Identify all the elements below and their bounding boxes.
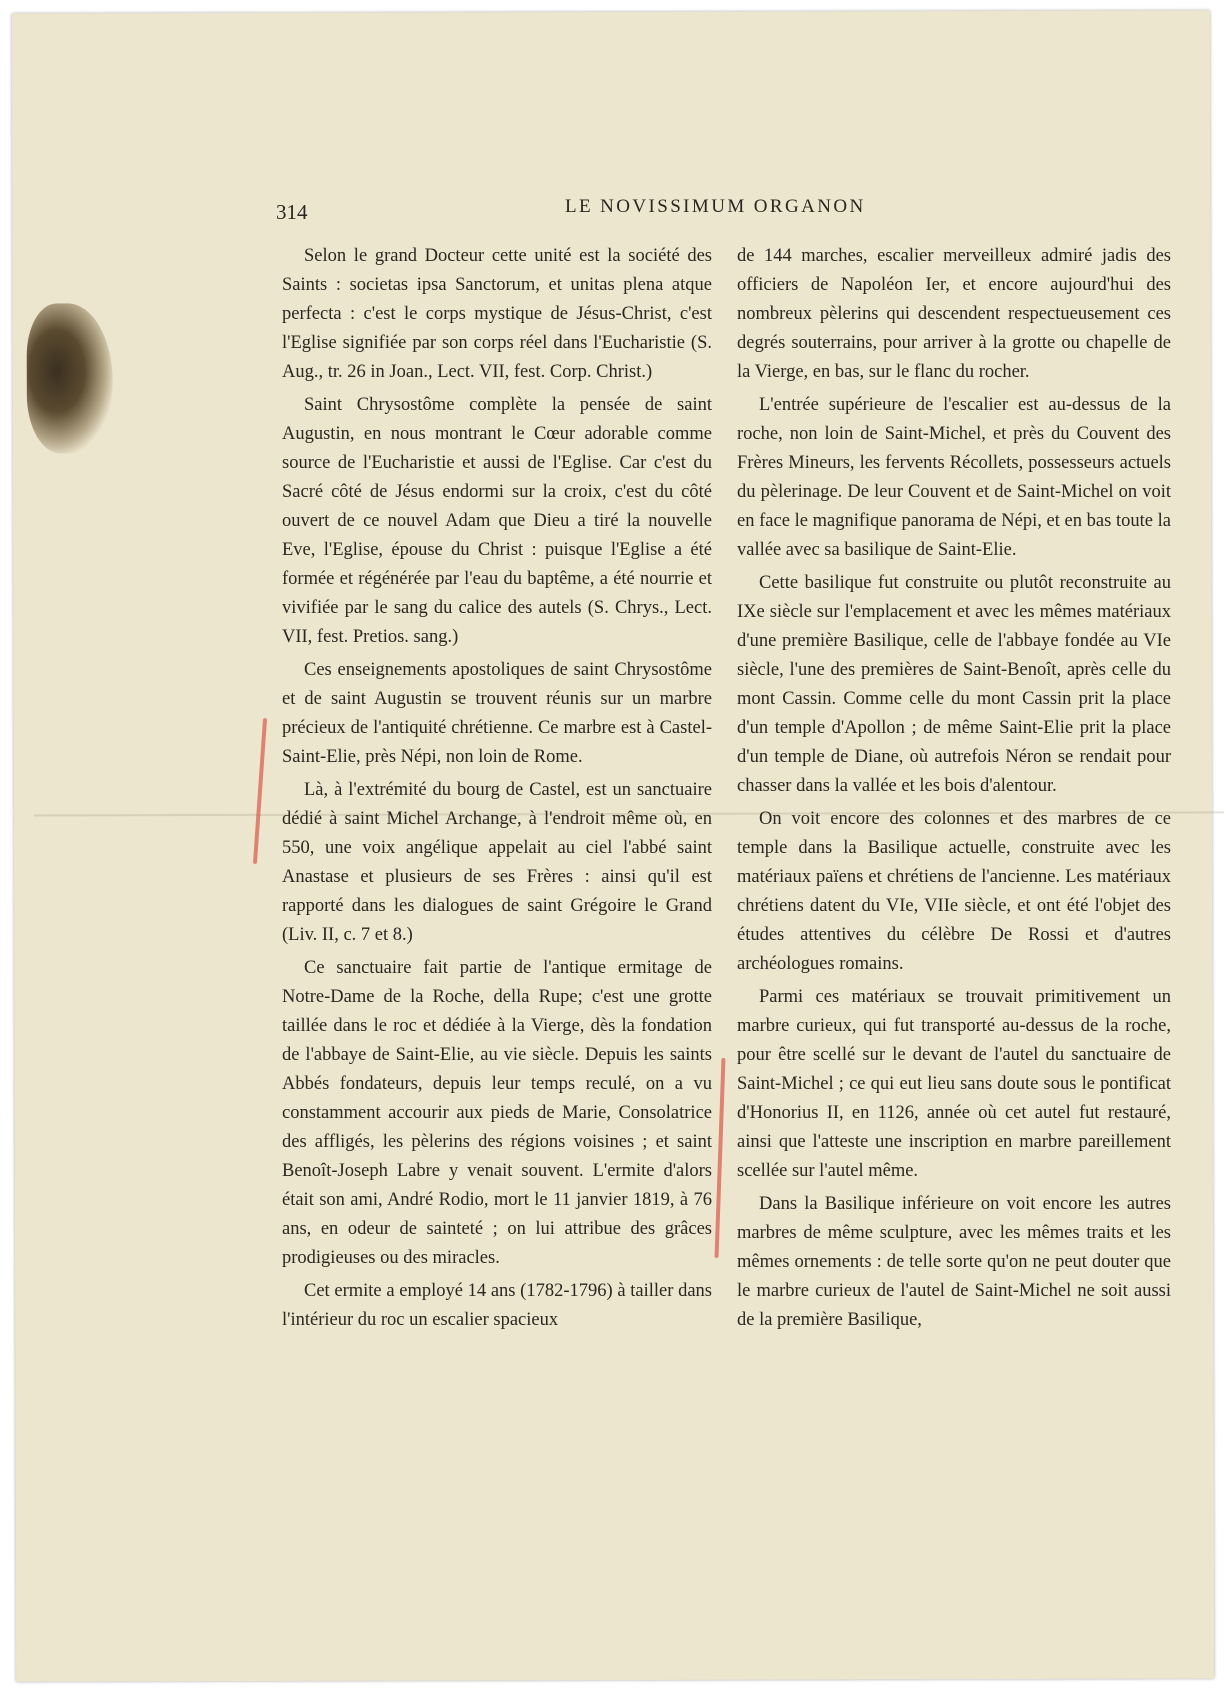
paragraph: Cette basilique fut construite ou plutôt reconstruite au IXe siècle sur l'emplacement et avec les mêmes matériaux d'une première Basilique, celle de l'abbaye fondée au VIe siècle, l'une des premières de Saint-Benoît, après celle du mont Cassin. Comme celle du mont Cassin prit la place d'un temple d'Apollon ; de même Saint-Elie prit la place d'un temple de Diane, où autrefois Néron se rendait pour chasser dans la vallée et les bois d'alentour. [737,573,1171,796]
paragraph: Ce sanctuaire fait partie de l'antique ermitage de Notre-Dame de la Roche, della Rupe; c'est une grotte taillée dans le roc et dédiée à la Vierge, dès la fondation de l'abbaye de Saint-Elie, au vie siècle. Depuis les saints Abbés fondateurs, depuis leur temps reculé, on a vu constamment accourir aux pieds de Marie, Consolatrice des affligés, les pèlerins des régions voisines ; et saint Benoît-Joseph Labre y venait souvent. L'ermite d'alors était son ami, André Rodio, mort le 11 janvier 1819, à 76 ans, en odeur de sainteté ; on lui attribue des grâces prodigieuses ou des miracles. [282,958,712,1268]
paragraph: L'entrée supérieure de l'escalier est au-dessus de la roche, non loin de Saint-Michel, et près du Couvent des Frères Mineurs, les fervents Récollets, possesseurs actuels du pèlerinage. De leur Couvent et de Saint-Michel on voit en face le magnifique panorama de Népi, et en bas toute la vallée avec sa basilique de Saint-Elie. [737,395,1171,560]
paragraph: de 144 marches, escalier merveilleux admiré jadis des officiers de Napoléon Ier, et encore aujourd'hui des nombreux pèlerins qui descendent respectueusement ces degrés souterrains, pour arriver à la grotte ou chapelle de la Vierge, en bas, sur le flanc du rocher. [737,246,1171,382]
left-column [282,242,712,1339]
paragraph: Dans la Basilique inférieure on voit encore les autres marbres de même sculpture, avec les mêmes traits et les mêmes ornements : de telle sorte qu'on ne peut douter que le marbre curieux de l'autel de Saint-Michel ne soit aussi de la première Basilique, [737,1194,1171,1330]
page-number: 314 [276,200,308,224]
paragraph: Ces enseignements apostoliques de saint Chrysostôme et de saint Augustin se trouvent réunis sur un marbre précieux de l'antiquité chrétienne. Ce marbre est à Castel-Saint-Elie, près Népi, non loin de Rome. [282,660,712,767]
paragraph: On voit encore des colonnes et des marbres de ce temple dans la Basilique actuelle, construite avec les matériaux païens et chrétiens de l'ancienne. Les matériaux chrétiens datent du VIe, VIIe siècle, et ont été l'objet des études attentives du célèbre De Rossi et d'autres archéologues romains. [737,809,1171,974]
water-stain [27,303,113,453]
paragraph: Là, à l'extrémité du bourg de Castel, est un sanctuaire dédié à saint Michel Archange, à l'endroit même où, en 550, une voix angélique appelait au ciel l'abbé saint Anastase et plusieurs de ses Frères : ainsi qu'il est rapporté dans les dialogues de saint Grégoire le Grand (Liv. II, c. 7 et 8.) [282,780,712,945]
paragraph: Selon le grand Docteur cette unité est la société des Saints : societas ipsa Sanctorum, et unitas plena atque perfecta : c'est le corps mystique de Jésus-Christ, c'est l'Eglise signifiée par son corps réel dans l'Eucharistie (S. Aug., tr. 26 in Joan., Lect. VII, fest. Corp. Christ.) [282,246,712,382]
paragraph: Parmi ces matériaux se trouvait primitivement un marbre curieux, qui fut transporté au-dessus de la roche, pour être scellé sur le devant de l'autel du sanctuaire de Saint-Michel ; ce qui eut lieu sans doute sous le pontificat d'Honorius II, en 1126, année où cet autel fut restauré, ainsi que l'atteste une inscription en marbre pareillement scellée sur l'autel même. [737,987,1171,1181]
right-column [737,242,1171,1339]
paragraph: Saint Chrysostôme complète la pensée de saint Augustin, en nous montrant le Cœur adorable comme source de l'Eucharistie et aussi de l'Eglise. Car c'est du Sacré côté de Jésus endormi sur la croix, c'est du côté ouvert de ce nouvel Adam que Dieu a tiré la nouvelle Eve, l'Eglise, épouse du Christ : puisque l'Eglise a été formée et régénérée par l'eau du baptême, a été nourrie et vivifiée par le sang du calice des autels (S. Chrys., Lect. VII, fest. Pretios. sang.) [282,395,712,647]
running-title: LE NOVISSIMUM ORGANON [565,196,866,217]
paragraph: Cet ermite a employé 14 ans (1782-1796) à tailler dans l'intérieur du roc un escalier spacieux [282,1281,712,1330]
page-header [272,196,1172,226]
